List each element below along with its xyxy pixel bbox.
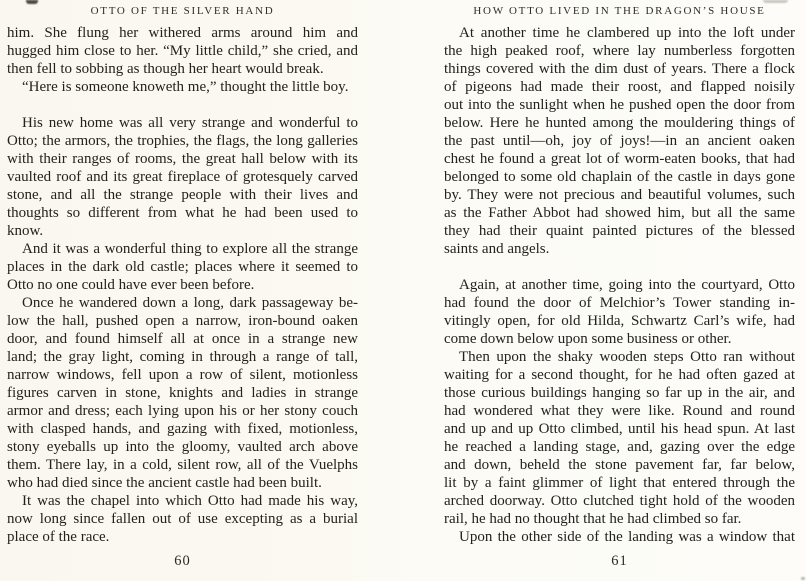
paragraph <box>444 348 795 528</box>
left-page-body <box>7 24 358 546</box>
paragraph <box>444 528 795 546</box>
text-line: by. They were not precious and beautiful volumes, such <box>444 187 795 203</box>
text-line: figures carven in stone, knights and ladies in strange <box>7 385 358 401</box>
text-line: land; the gray light, coming in through a range of tall, <box>7 349 358 365</box>
paragraph <box>444 24 795 258</box>
right-page-body <box>444 24 795 546</box>
text-line: Then upon the shaky wooden steps Otto ran without <box>459 349 795 365</box>
text-line: rail, he had no thought that he had climbed so far. <box>444 511 742 527</box>
text-line: place of the race. <box>7 529 110 545</box>
left-page-number: 60 <box>174 553 191 569</box>
text-line: belonged to some old chaplain of the castle in days gone <box>444 169 795 185</box>
text-line: things covered with the dim dust of years. There a flock <box>444 61 795 77</box>
text-line: below. Here he hunted among the mouldering things of <box>444 115 795 131</box>
text-line: Otto; the armors, the trophies, the flags, the long galleries <box>7 133 358 149</box>
text-line: him. She flung her withered arms around him and <box>7 25 358 41</box>
text-line: places in the dark old castle; places where it seemed to <box>7 259 358 275</box>
text-line: narrow windows, fell upon a row of silent, motionless <box>7 367 358 383</box>
running-header-right: HOW OTTO LIVED IN THE DRAGON’S HOUSE <box>473 5 766 17</box>
text-line: Once he wandered down a long, dark passageway be- <box>22 295 358 311</box>
text-line: now long since fallen out of use excepting as a burial <box>7 511 358 527</box>
text-line: had wondered what they were like. Round and round <box>444 403 795 419</box>
text-line: who had died since the ancient castle had been built. <box>7 475 322 491</box>
text-line: out into the sunlight when he pushed open the door from <box>444 97 795 113</box>
paragraph <box>7 240 358 294</box>
text-line: It was the chapel into which Otto had made his way, <box>22 493 358 509</box>
text-line: the high peaked roof, where lay numberless forgotten <box>444 43 795 59</box>
text-line: know. <box>7 223 44 239</box>
text-line: vitingly open, for old Hilda, Schwartz Carl’s wife, had <box>444 313 795 329</box>
text-line: come down below upon some business or other. <box>444 331 732 347</box>
text-line: His new home was all very strange and wonderful to <box>22 115 358 131</box>
text-line: hugged him close to her. “My little child,” she cried, and <box>7 43 358 59</box>
text-line: as the Father Abbot had showed him, but all the same <box>444 205 795 221</box>
text-line: them. There lay, in a cold, silent row, all of the Vuelphs <box>7 457 358 473</box>
text-line: armor and dress; each lying upon his or her stony couch <box>7 403 358 419</box>
text-line: those curious buildings hanging so far up in the air, and <box>444 385 795 401</box>
text-line: Again, at another time, going into the courtyard, Otto <box>459 277 795 293</box>
text-line: stone, and all the strange people with their lives and <box>7 187 358 203</box>
right-page-number: 61 <box>611 553 628 569</box>
left-page <box>7 0 358 581</box>
text-line: door, and found himself all at once in a strange new <box>7 331 358 347</box>
paragraph <box>7 294 358 492</box>
text-line: with clasped hands, and gazing with fixed, motionless, <box>7 421 358 437</box>
text-line: they had their quaint painted pictures of the blessed <box>444 223 795 239</box>
text-line: and down, beheld the stone pavement far, far below, <box>444 457 795 473</box>
text-line: chest he found a great lot of worm-eaten books, that had <box>444 151 795 167</box>
text-line: vaulted roof and its great fireplace of grotesquely carved <box>7 169 358 185</box>
paragraph <box>7 114 358 240</box>
text-line: he reached a landing stage, and, gazing over the edge <box>444 439 795 455</box>
text-line: low the hall, pushed open a narrow, iron-bound oaken <box>7 313 358 329</box>
text-line: Upon the other side of the landing was a window that <box>459 529 795 545</box>
text-line: of pigeons had made their roost, and flapped noisily <box>444 79 795 95</box>
text-line: and up and up Otto climbed, until his head spun. At last <box>444 421 795 437</box>
text-line: “Here is someone knoweth me,” thought the little boy. <box>22 79 349 95</box>
text-line: And it was a wonderful thing to explore all the strange <box>22 241 358 257</box>
text-line: arched doorway. Otto clutched tight hold of the wooden <box>444 493 795 509</box>
text-line: had found the door of Melchior’s Tower standing in- <box>444 295 795 311</box>
paragraph <box>7 492 358 546</box>
text-line: Otto no one could have ever been before. <box>7 277 255 293</box>
running-header-left: OTTO OF THE SILVER HAND <box>90 5 275 17</box>
right-page <box>444 0 795 581</box>
paragraph <box>7 24 358 78</box>
text-line: waiting for a second thought, for he had often gazed at <box>444 367 795 383</box>
text-line: the past until—oh, joy of joys!—in an ancient oaken <box>444 133 795 149</box>
text-line: stony eyeballs up into the gloomy, vaulted arch above <box>7 439 358 455</box>
text-line: lit by a faint glimmer of light that entered through the <box>444 475 795 491</box>
scan-artifact-bottom-right-mark <box>801 577 805 580</box>
text-line: At another time he clambered up into the loft under <box>459 25 795 41</box>
text-line: then fell to sobbing as though her heart would break. <box>7 61 324 77</box>
text-line: thoughts so different from what he had been used to <box>7 205 358 221</box>
text-line: with their ranges of rooms, the great hall below with its <box>7 151 358 167</box>
text-line: saints and angels. <box>444 241 550 257</box>
paragraph <box>444 276 795 348</box>
paragraph <box>7 78 358 96</box>
